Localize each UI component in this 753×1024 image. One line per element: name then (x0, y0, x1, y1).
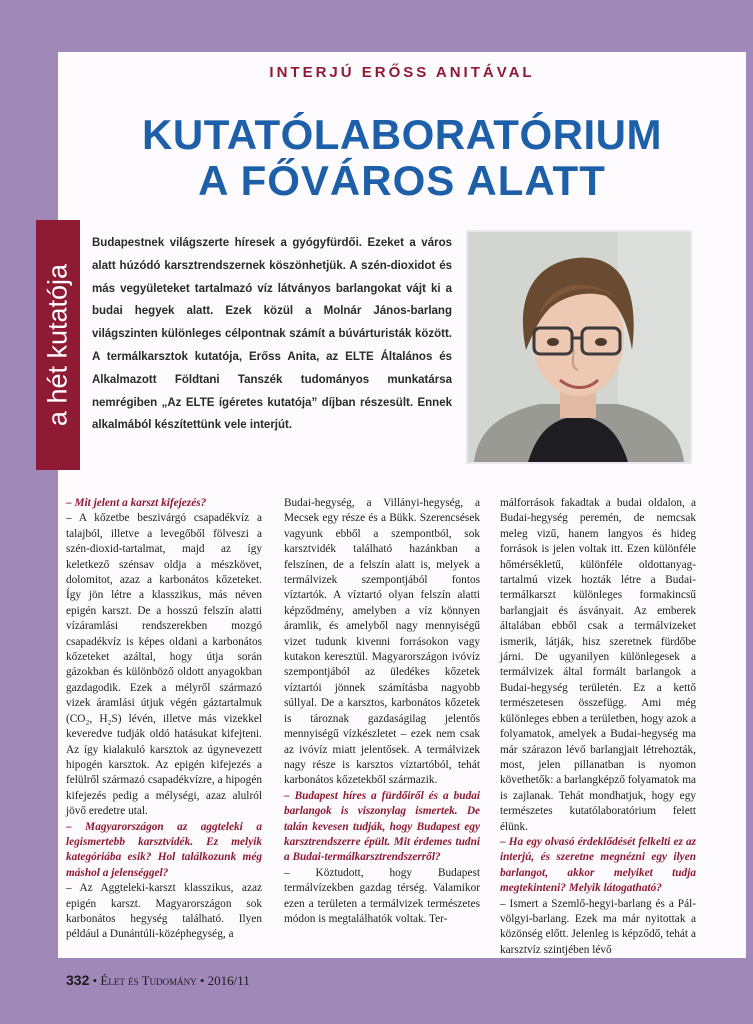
interview-answer: – A kőzetbe beszivárgó csapadékvíz a talajból, illetve a levegőből fölveszi a szén-dioxid-tartalmat, majd az így keletkező szénsav oldja a mészkövet, dolomitot, azaz a karbonátos kőzeteket. Így jön létre a klasszikus, más néven epigén karszt. De a hosszú felszín alatti vízáramlási rendszerekben mozgó csapadékvíz is képes oldani a karbonátos kőzeteket azáltal, hogy útja során gázokban és különböző oldott anyagokban gazdagodik. Ezek a mélyről származó vizek áramlási útjuk végén gáztartalmuk (CO₂, H₂S) lévén, illetve más vizekkel keveredve tudják oldó hatásukat kifejteni. Az így kialakuló karsztok az úgynevezett hipogén karsztok. Az epigén kifejezés a felülről származó csapadékvízre, a hipogén kifejezés pedig a mélységi, azaz alulról jövő eredetre utal. (66, 512, 262, 818)
text-column-2 (284, 496, 480, 927)
interview-question: – Budapest híres a fürdőiről és a budai barlangok is viszonylag ismertek. De talán kevesen tudják, hogy Budapest egy karsztrendszerre épült. Mit érdemes tudni a Budai-termálkarsztrendszerről? (284, 789, 480, 864)
article-title-line-1: KUTATÓLABORATÓRIUM (142, 111, 662, 158)
portrait-photo (466, 230, 692, 464)
page-number: 332 (66, 972, 90, 988)
text-column-3 (500, 496, 696, 958)
text-column-1 (66, 496, 262, 943)
interview-question: – Magyarországon az aggteleki a legismertebb karsztvidék. Ez melyik kategóriába esik? Hol találkozunk még máshol a jelenséggel? (66, 820, 262, 879)
portrait-illustration (468, 232, 690, 462)
interview-answer: – Köztudott, hogy Budapest termálvízekben gazdag térség. Valamikor ezen a területen a termálvizek természetes módon is megtalálhatók voltak. Ter- (284, 866, 480, 925)
series-label-tab (36, 220, 80, 470)
series-label: a hét kutatója (42, 263, 73, 427)
page-footer (66, 972, 250, 989)
article-kicker: INTERJÚ ERŐSS ANITÁVAL (269, 64, 535, 81)
interview-answer: málforrások fakadtak a budai oldalon, a Budai-hegység peremén, de nemcsak meleg vizű, hanem langyos és hideg források is jelen voltak itt. Ezen különféle hőmérsékletű, különféle oldottanyag-tartalmú vizek hozták létre a Budai-termálkarszt különleges formakincsű barlangjait és ásványait. Az emberek általában ebből csak a termálvizeket ismerik, látják, hisz szeretnek fürdőbe járni. De ugyanilyen különlegesek a termálvizek által formált barlangok a Budai-hegység területén. Ez a kettő természetesen összefügg. Ami még különleges ebben a területben, hogy azok a folyamatok, amelyek a Budai-hegység ma már szárazon lévő barlangjait létrehozták, most, jelen pillanatban is nyomon követhetők: a barlangképző folyamatok ma is zajlanak. Tehát mondhatjuk, hogy egy természetes kutatólaboratórium felett élünk. (500, 497, 696, 833)
article-title (58, 112, 746, 204)
magazine-name: Élet és Tudomány (100, 973, 197, 988)
article-title-line-2: A FŐVÁROS ALATT (198, 157, 606, 204)
interview-answer: – Ismert a Szemlő-hegyi-barlang és a Pál-völgyi-barlang. Ezek ma már nyitottak a közönség előtt. Jelenleg is képződő, tehát a karsztvíz szintjében lévő (500, 897, 696, 956)
interview-question: – Ha egy olvasó érdeklődését felkelti ez az interjú, és szeretne megnézni egy ilyen barlangot, akkor melyiket tudja megtekinteni? Melyik látogatható? (500, 835, 696, 895)
article-lead: Budapestnek világszerte híresek a gyógyfürdői. Ezeket a város alatt húzódó karsztrendszernek köszönhetjük. A szén-dioxidot és más vegyületeket tartalmazó víz látványos barlangokat vájt ki a budai hegyek alatt. Ezek közül a Molnár János-barlang világszinten különleges célpontnak számít a búvárturisták között. A termálkarsztok kutatója, Erőss Anita, az ELTE Általános és Alkalmazott Földtani Tanszék tudományos munkatársa nemrégiben „Az ELTE ígéretes kutatója” díjban részesült. Ennek alkalmából készítettünk vele interjút. (92, 237, 452, 432)
page-frame-left (0, 0, 58, 1024)
interview-question: – Mit jelent a karszt kifejezés? (66, 497, 207, 509)
interview-answer: Budai-hegység, a Villányi-hegység, a Mecsek egy része és a Bükk. Szerencsések vagyunk ebből a szempontból, sok karsztvidék található hazánkban a felszínen, de a felszín alatt is, melyek a termálvizek szempontjából fontos víztartók. A víztartó olyan felszín alatti képződmény, amelyben a víz könnyen áramlik, és amelyből nagy mennyiségű vizet tudunk kivenni forrásokon vagy kutakon keresztül. Magyarországon ivóvíz szempontjából az üledékes kőzetek víztartói jönnek számításba nagyobb súllyal. De a karsztos, karbonátos kőzetek is tároznak gazdaságilag jelentős mennyiségű vízkészletet – ezek nem csak az ivóvíz miatt jelentősek. A termálvizek nagy része is karsztos víztartóból, tehát karbonátos kőzetekből származik. (284, 497, 480, 787)
issue-number: 2016/11 (207, 973, 250, 988)
interview-answer: – Az Aggteleki-karszt klasszikus, azaz epigén karszt. Magyarországon sok karbonátos hegység található. Ilyen például a Dunántúli-középhegység, a (66, 882, 262, 941)
page-frame-top (0, 0, 753, 60)
page-frame-bottom (0, 958, 753, 1024)
page-frame-right (746, 0, 753, 1024)
footer-separator: • (92, 973, 98, 988)
footer-separator: • (199, 973, 205, 988)
